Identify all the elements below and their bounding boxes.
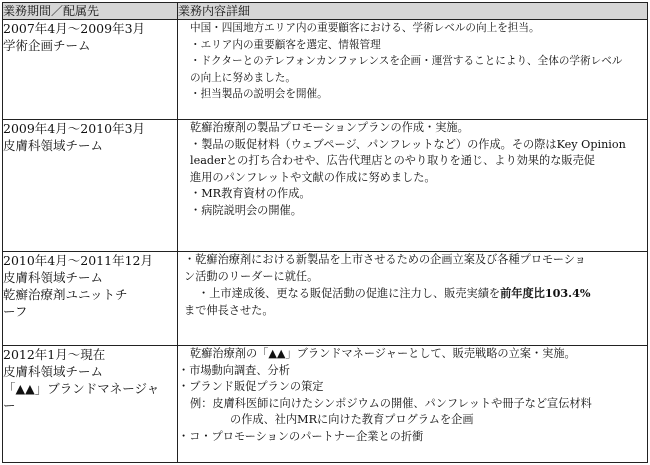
period-dates: 2012年1月～現在 <box>3 347 106 362</box>
career-table <box>2 2 648 463</box>
detail-line: まで伸長させた。 <box>184 303 274 317</box>
highlight-figure: 前年度比103.4% <box>500 286 591 300</box>
period-cell <box>3 252 178 346</box>
period-team: 皮膚科領域チーム <box>3 364 104 379</box>
detail-line: ン活動のリーダーに就任。 <box>184 269 319 283</box>
detail-line: 中国・四国地方エリア内の重要顧客における、学術レベルの向上を担当。 <box>190 22 540 34</box>
detail-line: 進用のパンフレットや文献の作成に努めました。 <box>190 170 436 184</box>
detail-line <box>178 285 647 303</box>
detail-line: ・ブランド販促プランの策定 <box>178 380 324 393</box>
detail-line: ・エリア内の重要顧客を選定、情報管理 <box>190 38 381 51</box>
detail-line: ・MR教育資材の作成。 <box>190 187 311 200</box>
detail-text: ・上市達成後、更なる販促活動の促進に注力し、販売実績を <box>198 287 501 300</box>
period-role-cont: ー <box>3 398 16 413</box>
header-row <box>3 3 648 20</box>
detail-cell <box>178 120 648 252</box>
header-detail: 業務内容詳細 <box>178 3 648 20</box>
period-role: 乾癬治療剤ユニットチ <box>3 287 128 302</box>
detail-line: ・病院説明会の開催。 <box>190 203 302 217</box>
detail-line: ・乾癬治療剤における新製品を上市させるための企画立案及び各種プロモーショ <box>184 253 586 266</box>
detail-line: ・コ・プロモーションのパートナー企業との折衝 <box>178 429 424 443</box>
detail-line: ・担当製品の説明会を開催。 <box>190 88 328 100</box>
detail-line: の向上に努めました。 <box>190 71 296 84</box>
period-role: 「▲▲」ブランドマネージャ <box>3 381 160 396</box>
period-dates: 2009年4月～2010年3月 <box>3 121 146 136</box>
period-dates: 2007年4月～2009年3月 <box>3 21 146 36</box>
detail-line: 乾癬治療剤の「▲▲」ブランドマネージャーとして、販売戦略の立案・実施。 <box>190 347 576 360</box>
detail-line: の作成、社内MRに向けた教育プログラムを企画 <box>230 413 474 426</box>
detail-line: 乾癬治療剤の製品プロモーションプランの作成・実施。 <box>190 121 469 134</box>
period-role-cont: ーフ <box>3 304 28 319</box>
table-row <box>3 120 648 252</box>
detail-line: 例：皮膚科医師に向けたシンポジウムの開催、パンフレットや冊子など宣伝材料 <box>190 396 592 410</box>
period-cell <box>3 120 178 252</box>
detail-line: leaderとの打ち合わせや、広告代理店とのやり取りを通じ、より効果的な販売促 <box>190 154 595 167</box>
table-row <box>3 20 648 120</box>
period-team: 皮膚科領域チーム <box>3 270 104 285</box>
period-dates: 2010年4月～2011年12月 <box>3 253 153 268</box>
table-row <box>3 252 648 346</box>
detail-line: ・市場動向調査、分析 <box>178 363 290 377</box>
period-cell <box>3 20 178 120</box>
period-team: 学術企画チーム <box>3 38 91 53</box>
detail-line: ・製品の販促材料（ウェブページ、パンフレットなど）の作成。その際はKey Opinion <box>190 137 626 151</box>
period-team: 皮膚科領域チーム <box>3 138 104 153</box>
detail-cell <box>178 252 648 346</box>
detail-line: ・ドクターとのテレフォンカンファレンスを企画・運営することにより、全体の学術レベル <box>190 55 623 67</box>
header-period: 業務期間／配属先 <box>3 3 178 20</box>
period-cell <box>3 346 178 463</box>
table-row <box>3 346 648 463</box>
detail-cell <box>178 346 648 463</box>
detail-cell <box>178 20 648 120</box>
